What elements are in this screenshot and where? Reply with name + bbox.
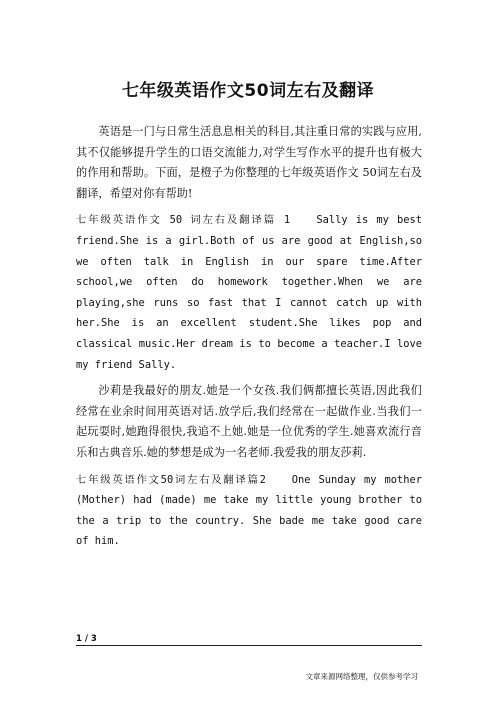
- intro-paragraph: 英语是一门与日常生活息息相关的科目,其注重日常的实践与应用,其不仅能够提升学生的口语交流能力,对学生写作水平的提升也有极大的作用和帮助。下面，是橙子为你整理的七年级英语作文 50词左右及翻译，希望对你有帮助!: [76, 125, 422, 200]
- essay-1-chinese-translation: 沙莉是我最好的朋友.她是一个女孩.我们俩都擅长英语,因此我们经常在业余时间用英语对话.放学后,我们经常在一起做作业.当我们一起玩耍时,她跑得很快,我追不上她.她是一位优秀的学生.她喜欢流行音乐和古典音乐.她的梦想是成为一名老师.我爱我的朋友莎莉.: [76, 384, 422, 459]
- footer-divider: [76, 645, 422, 646]
- footer-note: 文章来源网络整理，仅供参考学习: [305, 672, 418, 681]
- document-body: [76, 122, 422, 552]
- essay-2-english-paragraph: 七年级英语作文50词左右及翻译篇2 One Sunday my mother (Mother) had (made) me take my little young brother to the a trip to the country. She bade me take good care of him.: [76, 473, 422, 548]
- page-number: 1 / 3: [76, 634, 97, 644]
- document-title: 七年级英语作文50词左右及翻译: [121, 81, 375, 101]
- essay-1-english-paragraph: 七年级英语作文 50 词左右及翻译篇 1 Sally is my best friend.She is a girl.Both of us are good at English,so we often talk in English in our spare time.After school,we often do homework together.When we are playing,she runs so fast that I cannot catch up with her.She is an excellent student.She likes pop and classical music.Her dream is to become a teacher.I love my friend Sally.: [76, 214, 422, 371]
